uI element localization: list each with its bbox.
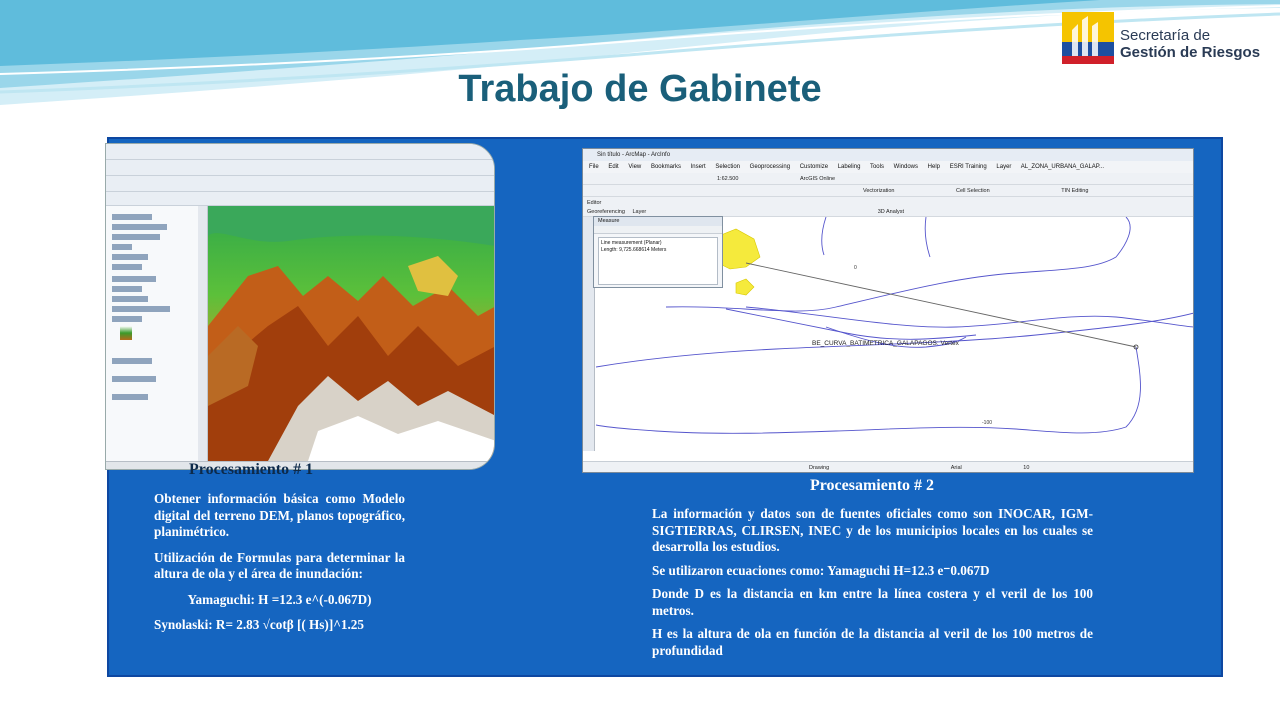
menu-help: Help xyxy=(927,164,941,170)
measure-line-1: Line measurement (Planar) xyxy=(601,240,662,246)
measure-line-2: Length: 9,725.668614 Meters xyxy=(601,246,667,253)
contour-label-100: -100 xyxy=(982,420,993,426)
layer-label: Layer xyxy=(996,164,1012,170)
vectorization: Vectorization xyxy=(863,188,895,194)
gis-toolbar-3 xyxy=(106,192,494,206)
menu-geoprocessing: Geoprocessing xyxy=(749,164,791,170)
menu-tools: Tools xyxy=(869,164,884,170)
procesamiento1-text xyxy=(154,491,405,675)
scale-box: 1:62.500 xyxy=(717,176,739,182)
logo-line-1: Secretaría de xyxy=(1120,27,1211,44)
measure-title: Measure xyxy=(594,217,722,226)
slide-title: Trabajo de Gabinete xyxy=(458,68,822,110)
logo-line-2: Gestión de Riesgos xyxy=(1120,44,1261,61)
gis-toolbar-2 xyxy=(106,176,494,192)
font-size-select: 10 xyxy=(1023,465,1030,471)
arcmap-window-title: Sin título - ArcMap - ArcInfo xyxy=(583,149,1193,161)
arcgis-online: ArcGIS Online xyxy=(799,176,836,182)
dem-screenshot xyxy=(105,143,495,470)
p1-formula-yamaguchi: Yamaguchi: H =12.3 e^(-0.067D) xyxy=(187,591,372,607)
p2-paragraph-3: Donde D es la distancia en km entre la línea costera y el veril de los 100 metros. xyxy=(652,586,1093,618)
p1-paragraph-1: Obtener información básica como Modelo digital del terreno DEM, planos topográfico, planimétrico. xyxy=(154,491,405,539)
procesamiento2-heading: Procesamiento # 2 xyxy=(809,477,935,494)
menu-edit: Edit xyxy=(608,164,619,170)
p1-formula-synolaski: Synolaski: R= 2.83 √cotβ [( Hs)]^1.25 xyxy=(154,617,364,632)
vertex-label: BE_CURVA_BATIMETRICA_GALAPAGOS: Vertex xyxy=(812,340,959,347)
gis-menubar xyxy=(106,144,494,160)
arcmap-toolbar-2 xyxy=(583,185,1193,197)
p2-paragraph-1: La información y datos son de fuentes oficiales como son INOCAR, IGM-SIGTIERRAS, CLIRSEN, INEC y de los municipios locales en los cuales se desarrolla los estudios. xyxy=(652,506,1093,554)
cell-selection: Cell Selection xyxy=(956,188,990,194)
drawing-menu: Drawing xyxy=(809,465,830,471)
measure-result xyxy=(598,237,718,285)
measure-toolbar xyxy=(594,226,722,234)
procesamiento2-text xyxy=(652,506,1093,666)
arcmap-drawing-toolbar xyxy=(583,461,1193,473)
menu-bookmarks: Bookmarks xyxy=(650,164,681,170)
procesamiento1-heading: Procesamiento # 1 xyxy=(189,461,314,478)
p2-paragraph-4: H es la altura de ola en función de la distancia al veril de los 100 metros de profundidad xyxy=(652,626,1093,658)
tin-editing: TIN Editing xyxy=(1061,188,1089,194)
font-select: Arial xyxy=(950,465,962,471)
menu-view: View xyxy=(628,164,642,170)
analyst-3d: 3D Analyst xyxy=(877,209,905,215)
p2-paragraph-2: Se utilizaron ecuaciones como: Yamaguchi H=12.3 e⁻0.067D xyxy=(652,562,990,578)
logo-mark-icon xyxy=(1062,12,1114,64)
p1-paragraph-2: Utilización de Formulas para determinar la altura de ola y el área de inundación: xyxy=(154,549,405,581)
menu-selection: Selection xyxy=(715,164,740,170)
logo-secretaria xyxy=(1062,10,1262,66)
dem-map xyxy=(208,206,495,461)
measure-window xyxy=(593,216,723,288)
menu-windows: Windows xyxy=(893,164,918,170)
gis-tools-strip xyxy=(198,206,208,461)
georef-layer-label: Layer xyxy=(632,209,647,215)
georeferencing: Georeferencing xyxy=(587,209,625,215)
arcmap-screenshot xyxy=(582,148,1194,473)
menu-customize: Customize xyxy=(799,164,829,170)
arcmap-toolbar-1 xyxy=(583,173,1193,185)
editor: Editor xyxy=(587,200,602,206)
menu-file: File xyxy=(589,164,599,170)
menu-esri-training: ESRI Training xyxy=(949,164,987,170)
arcmap-menubar xyxy=(583,161,1193,173)
table-of-contents xyxy=(106,206,206,461)
menu-labeling: Labeling xyxy=(837,164,861,170)
contour-label-0: 0 xyxy=(854,265,857,271)
gis-toolbar-1 xyxy=(106,160,494,176)
menu-insert: Insert xyxy=(690,164,706,170)
layer-value: AL_ZONA_URBANA_GALAP... xyxy=(1020,164,1105,170)
